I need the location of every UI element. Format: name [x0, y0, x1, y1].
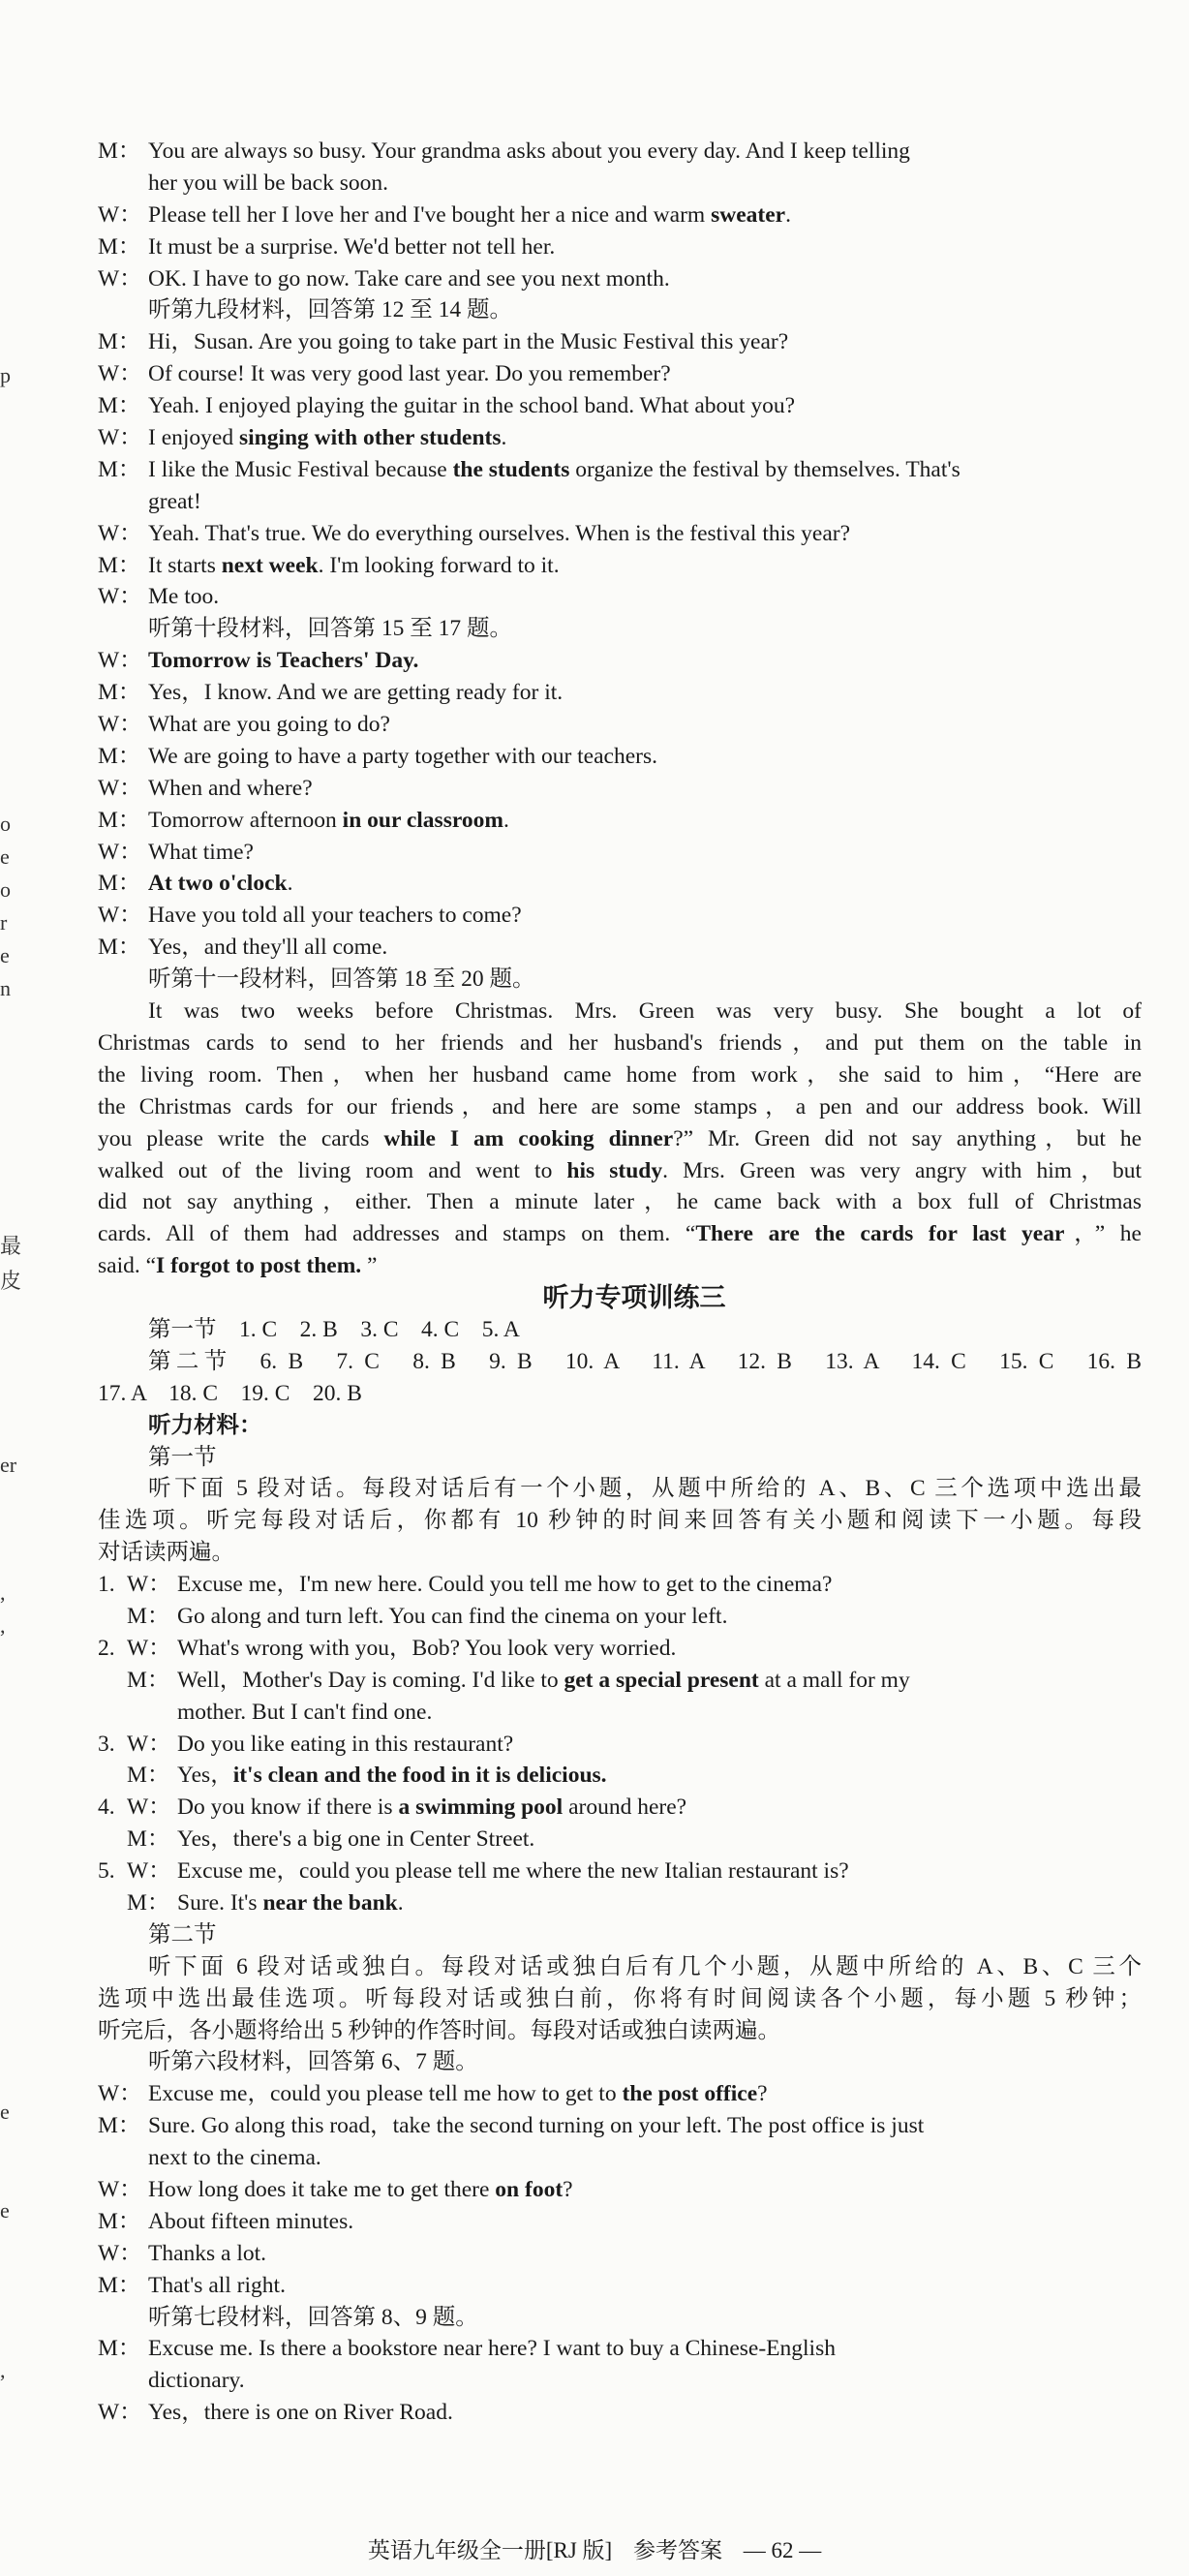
text-run: . Mrs. Green was very angry with him，but	[662, 1157, 1142, 1183]
text-line	[98, 1601, 1142, 1633]
speaker-label: W：	[98, 903, 142, 929]
text-run: Do you know if there is	[177, 1794, 399, 1821]
text-run: Please tell her I love her and I've bought her a nice and warm	[148, 201, 712, 228]
text-line	[98, 2078, 1142, 2110]
text-run: Thanks a lot.	[148, 2240, 267, 2266]
bold-answer-text: his study	[566, 1157, 663, 1183]
speaker-label: M：	[98, 329, 141, 355]
text-run: Yes，I know. And we are getting ready for it.	[148, 680, 564, 706]
text-line	[98, 932, 1142, 964]
text-line	[98, 2015, 1142, 2047]
text-run: 听第七段材料，回答第 8、9 题。	[148, 2304, 478, 2330]
margin-fragment: e	[0, 2100, 10, 2124]
text-line	[98, 1091, 1142, 1123]
text-run: 听下面 6 段对话或独白。每段对话或独白后有几个小题，从题中所给的 A、B、C 三个	[148, 1953, 1142, 1979]
text-line	[98, 518, 1142, 550]
text-line	[98, 2046, 1142, 2078]
text-line	[98, 1059, 1142, 1091]
text-run: at a mall for my	[758, 1667, 910, 1693]
text-line	[98, 1378, 1142, 1410]
text-run: Yeah. I enjoyed playing the guitar in the school band. What about you?	[148, 393, 796, 419]
text-run: You are always so busy. Your grandma asks about you every day. And I keep telling	[148, 138, 910, 164]
text-line	[98, 1027, 1142, 1059]
text-line	[98, 2302, 1142, 2334]
text-run: ?	[563, 2177, 573, 2202]
text-run: 佳选项。听完每段对话后，你都有 10 秒钟的时间来回答有关小题和阅读下一小题。每段	[98, 1508, 1142, 1534]
bold-answer-text: in our classroom	[342, 807, 503, 833]
bold-answer-text: a swimming pool	[398, 1794, 564, 1821]
text-line	[98, 1186, 1142, 1218]
text-line	[98, 1729, 1142, 1761]
text-line	[98, 358, 1142, 390]
text-run: ，” he	[1064, 1221, 1142, 1247]
margin-fragment: e	[0, 943, 10, 967]
text-run: 第一节	[148, 1444, 217, 1470]
text-line	[98, 1250, 1142, 1282]
text-line	[98, 1983, 1142, 2015]
text-run: said. “	[98, 1253, 157, 1279]
text-run: We are going to have a party together with our teachers.	[148, 743, 657, 769]
speaker-label: W：	[98, 2400, 142, 2426]
bold-answer-text: sweater	[711, 201, 786, 228]
margin-fragment: 皮	[0, 1269, 22, 1293]
text-run: It starts	[148, 552, 222, 578]
bold-answer-text: near the bank	[262, 1889, 398, 1916]
bold-answer-text: the students	[452, 456, 570, 482]
text-line	[98, 2206, 1142, 2238]
text-run: 听第九段材料，回答第 12 至 14 题。	[148, 297, 512, 323]
bold-answer-text: 听力材料：	[148, 1412, 262, 1438]
margin-fragment: o	[0, 877, 11, 902]
speaker-label: M：	[127, 1889, 170, 1916]
bold-answer-text: At two o'clock	[148, 871, 288, 897]
text-line	[98, 1569, 1142, 1601]
text-line	[98, 2365, 1142, 2397]
question-number: 3.	[98, 1731, 115, 1757]
text-run: 听第十一段材料，回答第 18 至 20 题。	[148, 966, 535, 993]
text-line	[98, 1473, 1142, 1505]
question-number: 2.	[98, 1635, 115, 1661]
margin-fragment: r	[0, 910, 8, 935]
margin-fragment: p	[0, 363, 11, 387]
speaker-label: M：	[98, 552, 141, 578]
text-run: How long does it take me to get there	[148, 2177, 496, 2202]
footer-page-number: — 62 —	[743, 2538, 822, 2562]
text-line	[98, 677, 1142, 709]
text-run: I like the Music Festival because	[148, 456, 453, 482]
speaker-label: M：	[127, 1763, 170, 1789]
speaker-label: W：	[127, 1794, 171, 1821]
text-run: Excuse me，could you please tell me where the new Italian restaurant is?	[177, 1858, 849, 1885]
speaker-label: W：	[98, 361, 142, 387]
text-line	[98, 136, 1142, 168]
text-line	[98, 422, 1142, 454]
bold-answer-text: singing with other students	[238, 425, 502, 451]
text-run: 听完后，各小题将给出 5 秒钟的作答时间。每段对话或独白读两遍。	[98, 2017, 780, 2043]
text-run: Excuse me，I'm new here. Could you tell me how to get to the cinema?	[177, 1572, 833, 1598]
margin-fragment: e	[0, 844, 10, 869]
margin-fragment: e	[0, 2198, 10, 2223]
speaker-label: M：	[98, 935, 141, 961]
text-run: her you will be back soon.	[148, 169, 389, 196]
margin-fragment: er	[0, 1453, 17, 1477]
text-run: around here?	[563, 1794, 687, 1821]
text-line	[98, 1665, 1142, 1697]
text-line	[98, 837, 1142, 869]
text-line	[98, 263, 1142, 295]
text-run: .	[503, 807, 509, 833]
text-run: 第一节 1. C 2. B 3. C 4. C 5. A	[148, 1316, 520, 1342]
speaker-label: W：	[127, 1858, 171, 1885]
speaker-label: M：	[98, 138, 141, 164]
text-run: 听力专项训练三	[542, 1283, 726, 1313]
text-run: I enjoyed	[148, 425, 239, 451]
text-run: 听第六段材料，回答第 6、7 题。	[148, 2049, 478, 2075]
text-line	[98, 2110, 1142, 2142]
bold-answer-text: Tomorrow is Teachers' Day.	[148, 648, 419, 674]
bold-answer-text: the post office	[622, 2081, 758, 2107]
text-run: mother. But I can't find one.	[177, 1699, 433, 1725]
text-line	[98, 1410, 1142, 1442]
question-number: 5.	[98, 1858, 115, 1885]
text-run: Me too.	[148, 584, 220, 610]
text-line	[98, 805, 1142, 837]
speaker-label: W：	[98, 265, 142, 291]
text-run: walked out of the living room and went to	[98, 1157, 567, 1183]
text-run: organize the festival by themselves. That's	[569, 456, 960, 482]
text-line	[98, 1314, 1142, 1346]
text-line	[98, 773, 1142, 805]
speaker-label: W：	[127, 1731, 171, 1757]
text-line	[98, 868, 1142, 900]
text-run: Excuse me. Is there a bookstore near here? I want to buy a Chinese-English	[148, 2336, 836, 2362]
text-run: Hi，Susan. Are you going to take part in the Music Festival this year?	[148, 329, 789, 355]
text-line	[98, 1824, 1142, 1855]
text-run: cards. All of them had addresses and stamps on them. “	[98, 1221, 696, 1247]
text-run: Do you like eating in this restaurant?	[177, 1731, 514, 1757]
text-line	[98, 454, 1142, 486]
question-number: 1.	[98, 1572, 115, 1598]
text-run: Have you told all your teachers to come?	[148, 903, 522, 929]
text-line	[98, 709, 1142, 741]
speaker-label: M：	[98, 233, 141, 260]
text-line	[98, 1442, 1142, 1474]
text-run: That's all right.	[148, 2272, 286, 2298]
text-run: It was two weeks before Christmas. Mrs. Green was very busy. She bought a lot of	[148, 998, 1142, 1025]
margin-fragment: 最	[0, 1234, 22, 1258]
bold-answer-text: There are the cards for last year	[695, 1221, 1065, 1247]
text-run: About fifteen minutes.	[148, 2208, 354, 2234]
speaker-label: W：	[98, 2177, 142, 2202]
text-line	[98, 1919, 1142, 1951]
text-line	[98, 1951, 1142, 1983]
text-line	[98, 964, 1142, 996]
speaker-label: W：	[98, 584, 142, 610]
speaker-label: W：	[127, 1572, 171, 1598]
speaker-label: M：	[127, 1603, 170, 1629]
text-line	[98, 1855, 1142, 1887]
text-run: dictionary.	[148, 2368, 245, 2394]
text-run: 听第十段材料，回答第 15 至 17 题。	[148, 616, 512, 642]
speaker-label: M：	[98, 743, 141, 769]
speaker-label: M：	[98, 456, 141, 482]
text-line	[98, 2397, 1142, 2429]
text-run: .	[501, 425, 507, 451]
footer-section: 参考答案	[632, 2538, 722, 2562]
speaker-label: M：	[98, 2113, 141, 2139]
text-line	[98, 2270, 1142, 2302]
bold-answer-text: I forgot to post them.	[156, 1253, 362, 1279]
text-run: OK. I have to go now. Take care and see you next month.	[148, 265, 670, 291]
text-run: Go along and turn left. You can find the cinema on your left.	[177, 1603, 728, 1629]
bold-answer-text: on foot	[495, 2177, 564, 2202]
text-line	[98, 326, 1142, 358]
speaker-label: W：	[98, 520, 142, 546]
speaker-label: W：	[98, 648, 142, 674]
text-run: Yes，and they'll all come.	[148, 935, 388, 961]
margin-fragment: ,	[0, 1613, 6, 1638]
margin-fragment: o	[0, 812, 11, 836]
speaker-label: W：	[98, 712, 142, 738]
margin-fragment: ,	[0, 2358, 6, 2382]
text-run: Yes，there is one on River Road.	[148, 2400, 453, 2426]
bold-answer-text: next week	[221, 552, 319, 578]
page-footer	[0, 2532, 1189, 2564]
text-line	[98, 2174, 1142, 2206]
text-run: Sure. Go along this road，take the second turning on your left. The post office is just	[148, 2113, 925, 2139]
text-run: Yeah. That's true. We do everything ourselves. When is the festival this year?	[148, 520, 851, 546]
text-line	[98, 199, 1142, 231]
text-run: 对话读两遍。	[98, 1540, 234, 1566]
text-run: 17. A 18. C 19. C 20. B	[98, 1380, 362, 1406]
margin-fragment: ,	[0, 1580, 6, 1605]
text-run: Of course! It was very good last year. Do you remember?	[148, 361, 671, 387]
text-line	[98, 996, 1142, 1027]
text-run: What time?	[148, 839, 254, 865]
speaker-label: W：	[98, 839, 142, 865]
text-run: Yes，there's a big one in Center Street.	[177, 1826, 535, 1853]
question-number: 4.	[98, 1794, 115, 1821]
bold-answer-text: get a special present	[564, 1667, 759, 1693]
text-line	[98, 550, 1142, 582]
speaker-label: W：	[98, 2240, 142, 2266]
text-run: What's wrong with you，Bob? You look very worried.	[177, 1635, 677, 1661]
text-run: Excuse me，could you please tell me how to get to	[148, 2081, 623, 2107]
text-run: .	[785, 201, 791, 228]
speaker-label: M：	[98, 807, 141, 833]
text-line	[98, 1887, 1142, 1919]
text-line	[98, 231, 1142, 263]
text-line	[98, 1218, 1142, 1250]
text-line	[98, 1537, 1142, 1569]
speaker-label: W：	[98, 2081, 142, 2107]
text-line	[98, 741, 1142, 773]
text-line	[98, 613, 1142, 645]
bold-answer-text: while I am cooking dinner	[383, 1125, 674, 1151]
margin-fragment: n	[0, 976, 11, 1000]
speaker-label: M：	[127, 1667, 170, 1693]
text-run: the living room. Then，when her husband came home from work，she said to him，“Here are	[98, 1061, 1142, 1088]
text-line	[98, 168, 1142, 199]
text-run: When and where?	[148, 775, 313, 801]
text-run: .	[287, 871, 293, 897]
bold-answer-text: it's clean and the food in it is delicious.	[232, 1763, 607, 1789]
text-line	[98, 900, 1142, 932]
footer-book-title: 英语九年级全一册[RJ 版]	[367, 2538, 613, 2562]
text-line	[98, 1123, 1142, 1155]
text-run: Christmas cards to send to her friends and her husband's friends，and put them on the table in	[98, 1029, 1142, 1056]
text-run: 第二节 6. B 7. C 8. B 9. B 10. A 11. A 12. B 13. A 14. C 15. C 16. B	[148, 1348, 1142, 1374]
text-run: 选项中选出最佳选项。听每段对话或独白前，你将有时间阅读各个小题，每小题 5 秒钟；	[98, 1985, 1142, 2011]
text-run: It must be a surprise. We'd better not tell her.	[148, 233, 556, 260]
text-run: the Christmas cards for our friends，and here are some stamps，a pen and our address book. Will	[98, 1093, 1142, 1119]
section-title	[98, 1282, 1142, 1314]
speaker-label: W：	[98, 775, 142, 801]
text-line	[98, 294, 1142, 326]
speaker-label: M：	[98, 2208, 141, 2234]
page-content	[98, 136, 1142, 2429]
text-run: .	[397, 1889, 404, 1916]
text-run: Well，Mother's Day is coming. I'd like to	[177, 1667, 564, 1693]
text-line	[98, 2142, 1142, 2174]
text-line	[98, 1346, 1142, 1378]
text-run: next to the cinema.	[148, 2145, 321, 2171]
speaker-label: M：	[98, 2336, 141, 2362]
text-line	[98, 486, 1142, 518]
text-run: did not say anything，either. Then a minute later，he came back with a box full of Christmas	[98, 1189, 1142, 1215]
text-line	[98, 1697, 1142, 1729]
text-run: ”	[361, 1253, 378, 1279]
text-run: you please write the cards	[98, 1125, 384, 1151]
text-run: . I'm looking forward to it.	[318, 552, 560, 578]
text-run: great!	[148, 488, 201, 514]
text-run: ?	[757, 2081, 768, 2107]
text-line	[98, 645, 1142, 677]
text-run: Yes，	[177, 1763, 233, 1789]
speaker-label: M：	[98, 871, 141, 897]
text-line	[98, 2238, 1142, 2270]
speaker-label: W：	[127, 1635, 171, 1661]
text-line	[98, 1505, 1142, 1537]
text-run: Sure. It's	[177, 1889, 263, 1916]
text-line	[98, 581, 1142, 613]
text-run: What are you going to do?	[148, 712, 390, 738]
text-run: ?” Mr. Green did not say anything，but he	[673, 1125, 1143, 1151]
text-run: 第二节	[148, 1921, 217, 1947]
speaker-label: W：	[98, 201, 142, 228]
speaker-label: M：	[98, 393, 141, 419]
speaker-label: M：	[98, 2272, 141, 2298]
text-line	[98, 2333, 1142, 2365]
text-line	[98, 1792, 1142, 1824]
speaker-label: W：	[98, 425, 142, 451]
text-line	[98, 1633, 1142, 1665]
text-line	[98, 1155, 1142, 1187]
speaker-label: M：	[127, 1826, 170, 1853]
speaker-label: M：	[98, 680, 141, 706]
text-line	[98, 1760, 1142, 1792]
text-line	[98, 390, 1142, 422]
text-run: Tomorrow afternoon	[148, 807, 343, 833]
text-run: 听下面 5 段对话。每段对话后有一个小题，从题中所给的 A、B、C 三个选项中选出最	[148, 1476, 1142, 1502]
